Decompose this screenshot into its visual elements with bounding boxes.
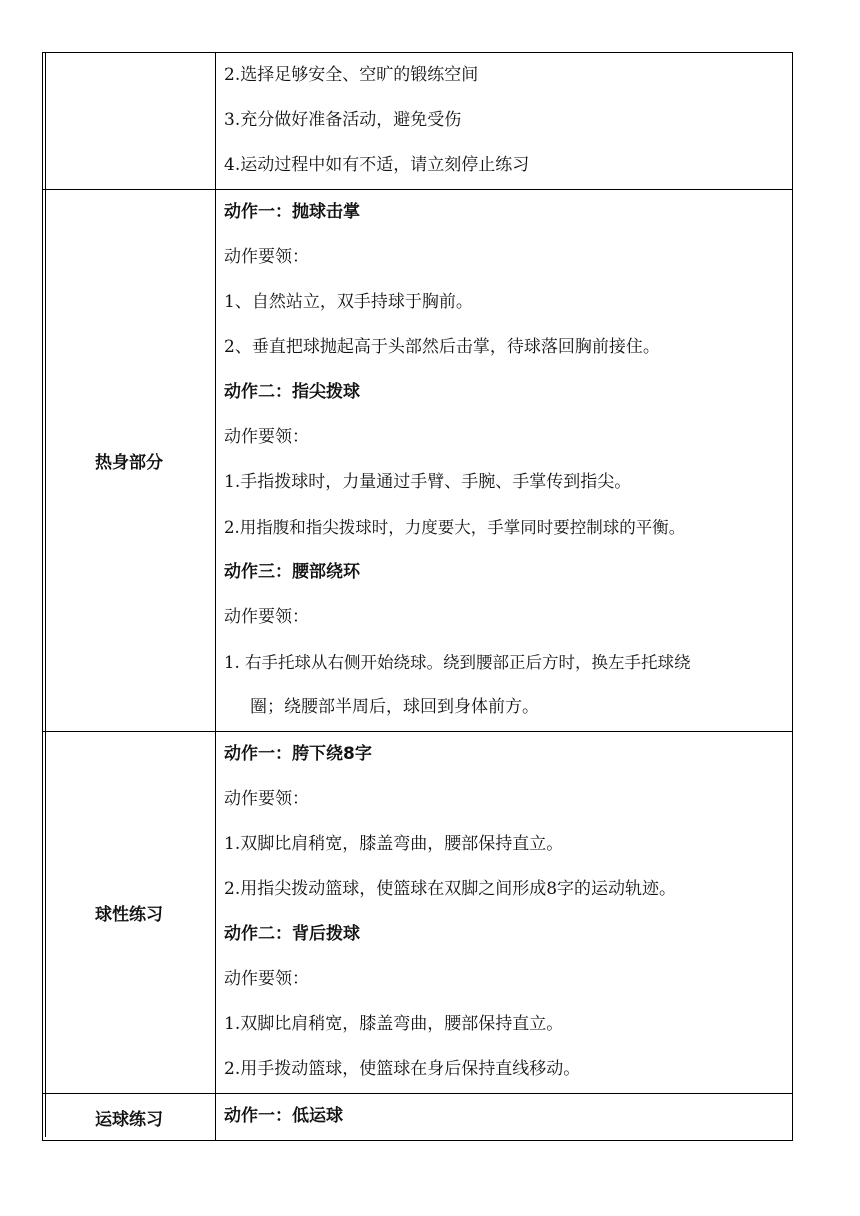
action-heading: 动作一：低运球 [224,1106,343,1126]
text-line: 动作要领： [224,969,309,989]
row-content-dribbling [216,1094,793,1141]
action-heading: 动作三：腰部绕环 [224,562,360,582]
text-line: 2.用指尖拨动篮球，使篮球在双脚之间形成8字的运动轨迹。 [224,879,677,899]
text-line: 1.手指拨球时，力量通过手臂、手腕、手掌传到指尖。 [224,472,632,492]
text-line: 2.选择足够安全、空旷的锻练空间 [224,65,479,85]
text-line: 动作要领： [224,789,309,809]
table-row-warmup [43,190,793,732]
text-line: 动作要领： [224,247,309,267]
text-line: 1、自然站立，双手持球于胸前。 [224,292,473,312]
row-content-safety [216,53,793,190]
action-heading: 动作二：背后拨球 [224,924,360,944]
action-heading: 动作一：抛球击掌 [224,202,360,222]
lesson-plan-table [42,52,793,1141]
text-line: 1. 右手托球从右侧开始绕球。绕到腰部正后方时，换左手托球绕 [224,653,691,672]
row-label-empty [43,53,216,190]
text-line: 4.运动过程中如有不适，请立刻停止练习 [224,155,530,175]
text-line: 3.充分做好准备活动，避免受伤 [224,110,462,130]
row-content-ball-handling [216,732,793,1094]
text-line: 2.用指腹和指尖拨球时，力度要大，手掌同时要控制球的平衡。 [224,518,686,537]
table-row-dribbling [43,1094,793,1141]
text-line: 动作要领： [224,427,309,447]
text-line: 2、垂直把球抛起高于头部然后击掌，待球落回胸前接住。 [224,337,660,357]
text-line: 圈；绕腰部半周后，球回到身体前方。 [250,697,539,717]
table-row-safety [43,53,793,190]
table-row-ball-handling [43,732,793,1094]
row-label-dribbling: 运球练习 [43,1094,216,1141]
text-line: 2.用手拨动篮球，使篮球在身后保持直线移动。 [224,1059,581,1079]
action-heading: 动作二：指尖拨球 [224,382,360,402]
text-line: 1.双脚比肩稍宽，膝盖弯曲，腰部保持直立。 [224,1014,564,1034]
action-heading: 动作一：胯下绕8字 [224,744,372,764]
row-content-warmup [216,190,793,732]
row-label-ball-handling: 球性练习 [43,732,216,1094]
row-label-warmup: 热身部分 [43,190,216,732]
text-line: 1.双脚比肩稍宽，膝盖弯曲，腰部保持直立。 [224,834,564,854]
text-line: 动作要领： [224,607,309,627]
